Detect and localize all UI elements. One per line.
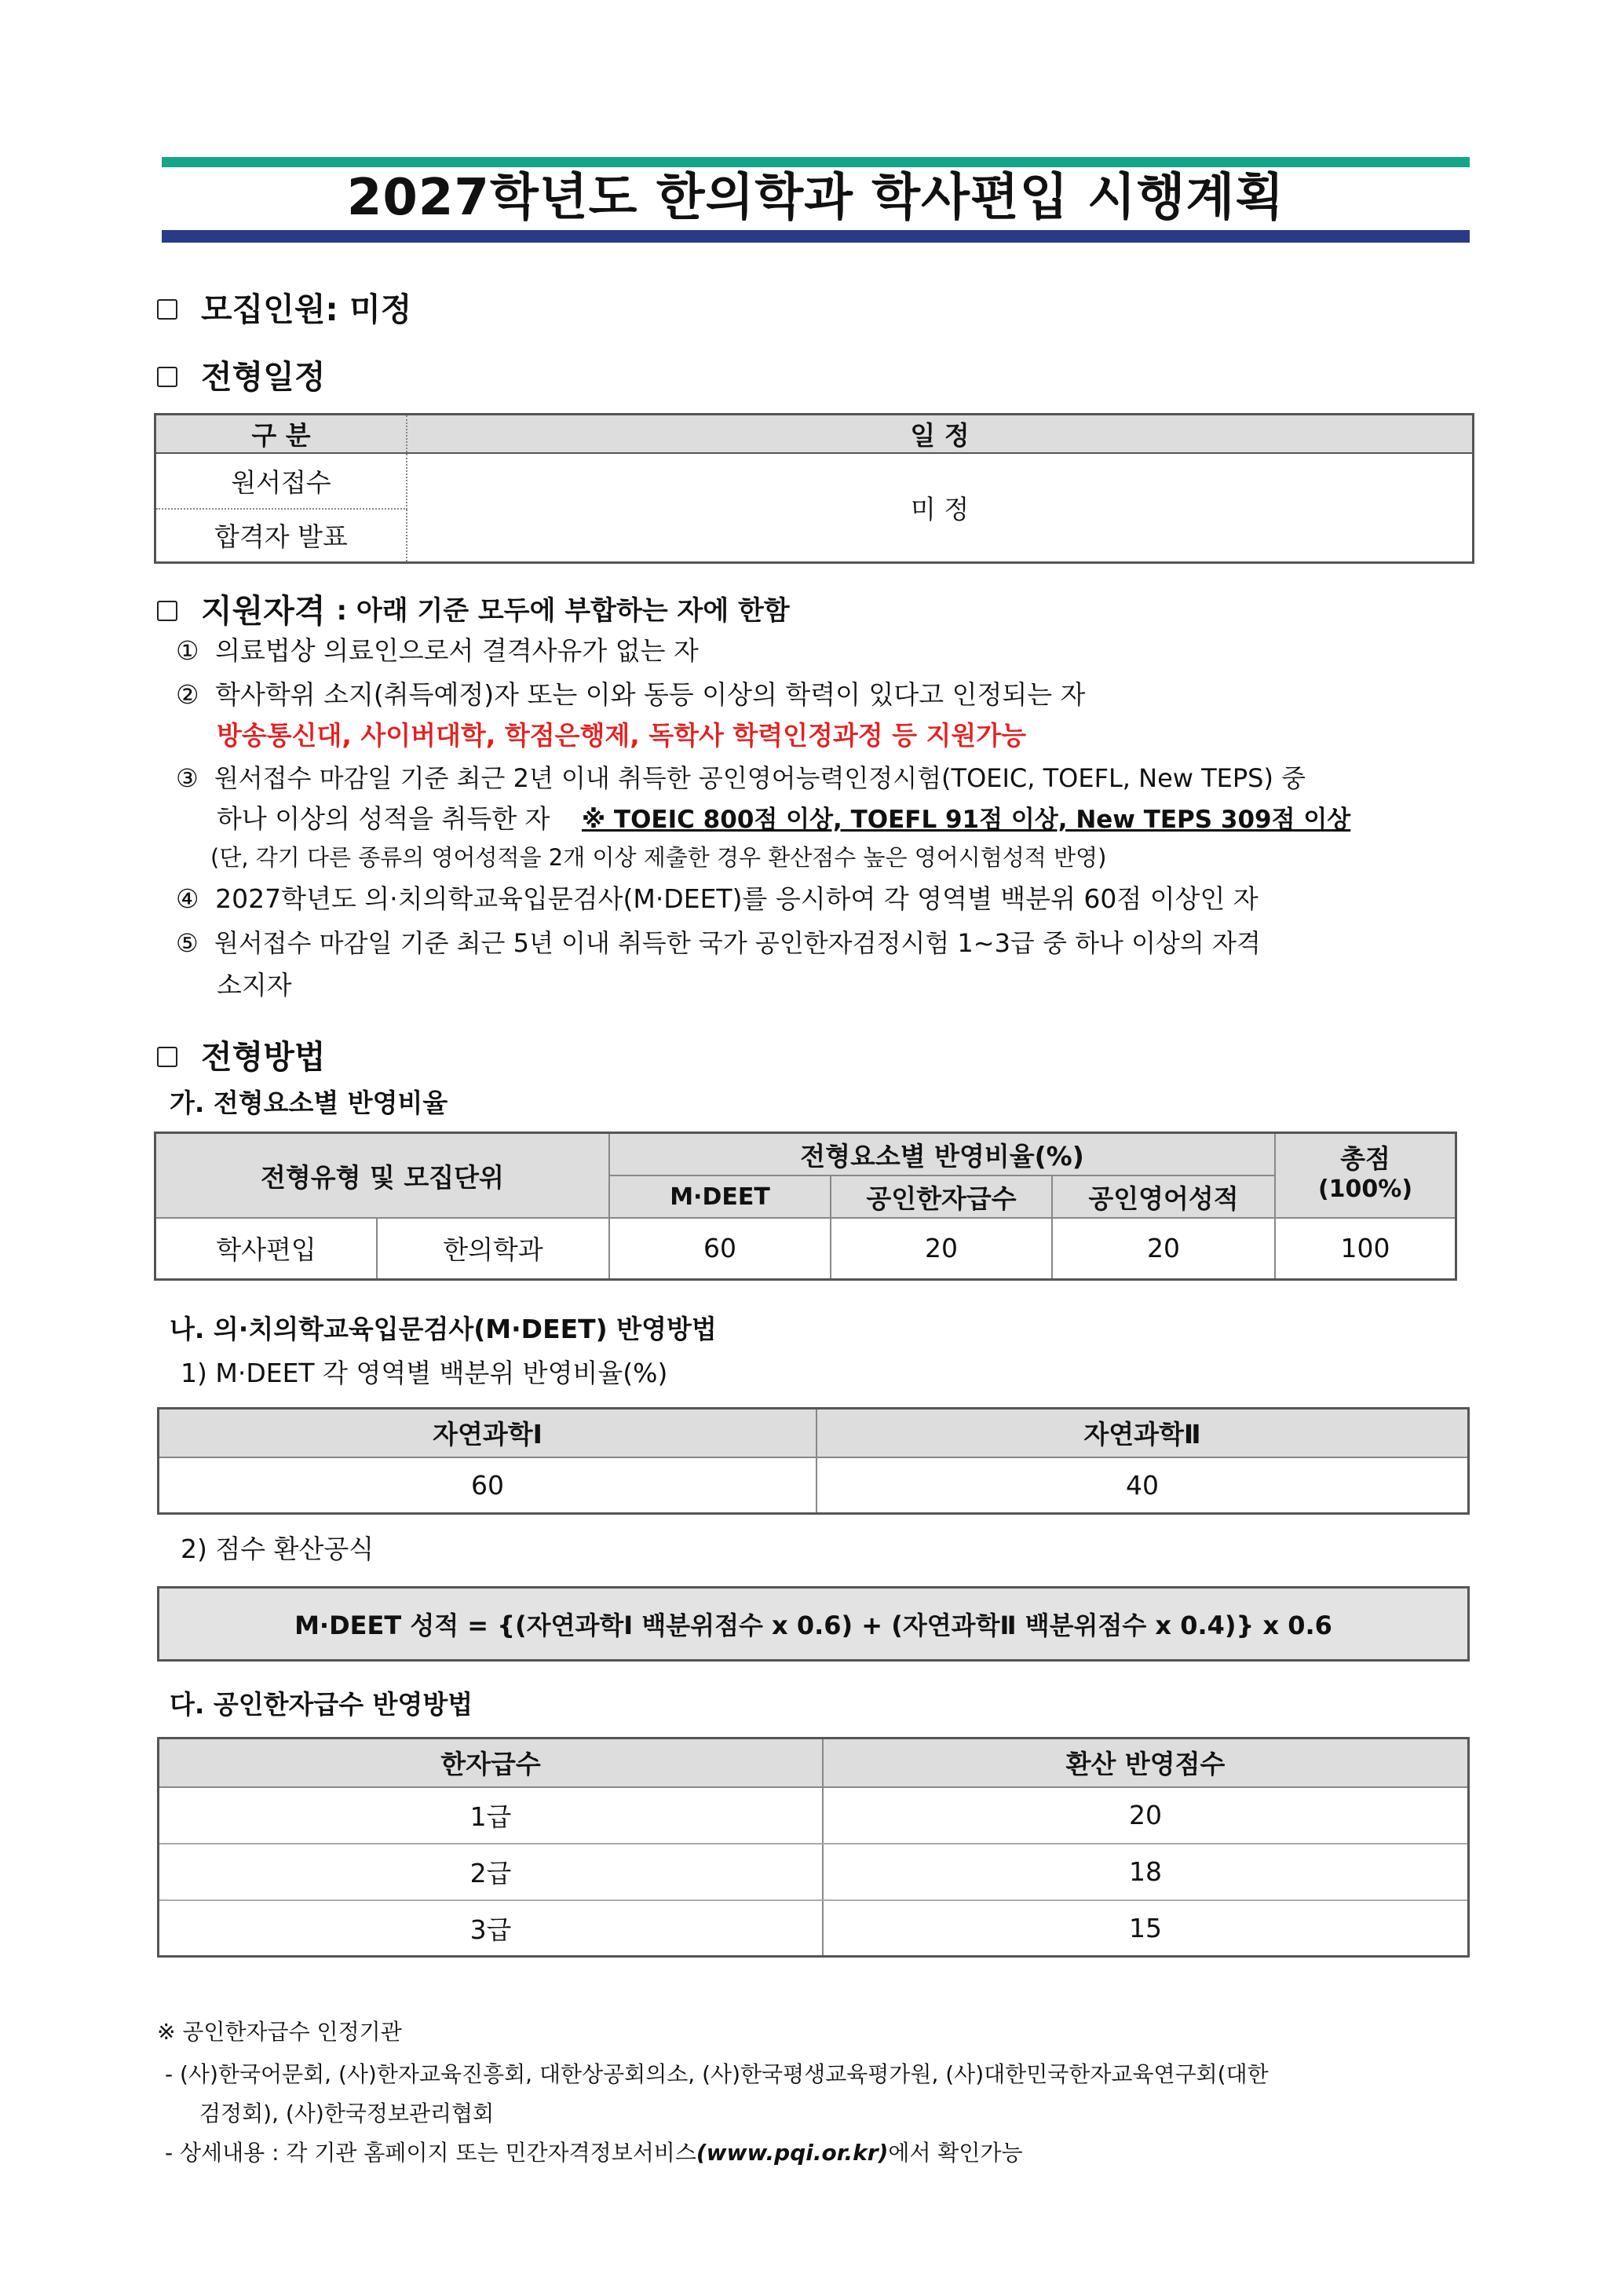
checkbox-icon bbox=[157, 601, 177, 621]
section-qualification bbox=[157, 589, 790, 633]
hanja-grade-1: 1급 bbox=[159, 1787, 824, 1844]
qual-item-2-eligible: 방송통신대, 사이버대학, 학점은행제, 독학사 학력인정과정 등 지원가능 bbox=[217, 720, 1027, 751]
method-na2: 2) 점수 환산공식 bbox=[181, 1534, 374, 1564]
checkbox-icon bbox=[157, 299, 177, 320]
footnote-line1: - (사)한국어문회, (사)한자교육진흥회, 대한상공회의소, (사)한국평생교육평가원, (사)대한민국한자교육연구회(대한 bbox=[165, 2061, 1269, 2087]
qual-num: ① bbox=[176, 635, 199, 666]
ratio-h-hanja: 공인한자급수 bbox=[831, 1175, 1052, 1218]
hanja-score-3: 15 bbox=[1129, 1912, 1162, 1943]
ratio-cell-dept: 한의학과 bbox=[377, 1218, 609, 1279]
formula-text: M·DEET 성적 = {(자연과학Ⅰ 백분위점수 x 0.6) + (자연과학Ⅱ 백분위점수 x 0.4)} x 0.6 bbox=[294, 1610, 1332, 1640]
method-heading: 전형방법 bbox=[201, 1038, 326, 1076]
recruit-label: 모집인원: 미정 bbox=[201, 291, 412, 328]
qual-item-3 bbox=[176, 760, 1306, 796]
checkbox-icon bbox=[157, 1047, 177, 1067]
qual-text: 원서접수 마감일 기준 최근 2년 이내 취득한 공인영어능력인정시험(TOEIC, TOEFL, New TEPS) 중 bbox=[214, 763, 1306, 793]
qual-item-4 bbox=[176, 881, 1259, 917]
sci-h2: 자연과학Ⅱ bbox=[816, 1409, 1469, 1457]
ratio-h-total: 총점 bbox=[1275, 1133, 1456, 1176]
qual-item-3-paren: (단, 각기 다른 종류의 영어성적을 2개 이상 제출한 경우 환산점수 높은 영어시험성적 반영) bbox=[210, 844, 1107, 871]
qual-item-5 bbox=[176, 925, 1261, 961]
hanja-score-2: 18 bbox=[823, 1844, 1469, 1900]
schedule-table bbox=[154, 413, 1474, 564]
section-recruit bbox=[157, 287, 411, 331]
hanja-h1: 한자급수 bbox=[159, 1738, 824, 1787]
ratio-cell-eng: 20 bbox=[1052, 1218, 1275, 1279]
ratio-cell-type: 학사편입 bbox=[155, 1218, 378, 1279]
hanja-grade-2: 2급 bbox=[159, 1844, 824, 1900]
ratio-h-total2: (100%) bbox=[1275, 1175, 1456, 1218]
schedule-row-announcement: 합격자 발표 bbox=[155, 509, 407, 562]
ratio-h-eng: 공인영어성적 bbox=[1052, 1175, 1275, 1218]
qualification-sub: : 아래 기준 모두에 부합하는 자에 한함 bbox=[336, 595, 790, 627]
schedule-heading: 전형일정 bbox=[201, 358, 326, 396]
ratio-cell-hanja: 20 bbox=[831, 1218, 1052, 1279]
hanja-grade-3: 3급 bbox=[159, 1900, 824, 1957]
qual-item-3-cont bbox=[217, 801, 1350, 838]
ratio-h-ratio: 전형요소별 반영비율(%) bbox=[609, 1133, 1275, 1176]
qualification-heading: 지원자격 bbox=[201, 592, 326, 630]
sci-v1: 60 bbox=[159, 1457, 817, 1514]
qual-num: ④ bbox=[176, 883, 199, 914]
footnote-line2 bbox=[165, 2137, 1023, 2169]
ratio-h-mdeet: M·DEET bbox=[609, 1175, 831, 1218]
page-title: 2027학년도 한의학과 학사편입 시행계획 bbox=[346, 169, 1285, 227]
method-na1: 1) M·DEET 각 영역별 백분위 반영비율(%) bbox=[181, 1358, 668, 1388]
qual-item-3-note: ※ TOEIC 800점 이상, TOEFL 91점 이상, New TEPS 309점 이상 bbox=[582, 806, 1351, 834]
section-schedule bbox=[157, 355, 325, 399]
schedule-value: 미 정 bbox=[910, 493, 970, 525]
section-method bbox=[157, 1035, 325, 1079]
ratio-h-type: 전형유형 및 모집단위 bbox=[155, 1133, 610, 1219]
qual-text: 학사학위 소지(취득예정)자 또는 이와 동등 이상의 학력이 있다고 인정되는 자 bbox=[215, 679, 1086, 710]
footnote-link[interactable]: (www.pqi.or.kr) bbox=[696, 2140, 889, 2166]
hanja-h2: 환산 반영점수 bbox=[823, 1738, 1469, 1787]
schedule-row-application: 원서접수 bbox=[155, 453, 407, 509]
method-na: 나. 의·치의학교육입문검사(M·DEET) 반영방법 bbox=[170, 1314, 717, 1344]
ratio-table bbox=[154, 1132, 1457, 1281]
qual-num: ⑤ bbox=[176, 928, 199, 958]
ratio-cell-mdeet: 60 bbox=[609, 1218, 831, 1279]
hanja-score-1: 20 bbox=[823, 1787, 1469, 1844]
qual-text: 하나 이상의 성적을 취득한 자 bbox=[217, 803, 550, 834]
formula-box bbox=[157, 1586, 1470, 1662]
qual-item-1 bbox=[176, 633, 699, 669]
qual-num: ② bbox=[176, 679, 199, 710]
qual-num: ③ bbox=[176, 763, 199, 793]
footnote-mark: ※ 공인한자급수 인정기관 bbox=[157, 2019, 402, 2045]
footnote-line1b: 검정회), (사)한국정보관리협회 bbox=[199, 2100, 495, 2126]
qual-item-5-cont: 소지자 bbox=[217, 970, 292, 1000]
sci-h1: 자연과학Ⅰ bbox=[159, 1409, 817, 1457]
method-ga: 가. 전형요소별 반영비율 bbox=[170, 1088, 448, 1118]
method-da: 다. 공인한자급수 반영방법 bbox=[170, 1689, 473, 1720]
sci-v2: 40 bbox=[1126, 1469, 1159, 1501]
qual-text: 의료법상 의료인으로서 결격사유가 없는 자 bbox=[215, 635, 699, 666]
schedule-col-category: 구 분 bbox=[155, 415, 407, 454]
science-table bbox=[157, 1407, 1470, 1515]
checkbox-icon bbox=[157, 367, 177, 387]
title-bottom-rule bbox=[162, 230, 1470, 243]
schedule-col-date: 일 정 bbox=[407, 415, 1474, 454]
footnote-line2-end: 에서 확인가능 bbox=[888, 2140, 1023, 2166]
qual-item-2 bbox=[176, 677, 1085, 713]
qual-text: 원서접수 마감일 기준 최근 5년 이내 취득한 국가 공인한자검정시험 1~3급 중 하나 이상의 자격 bbox=[214, 928, 1261, 958]
footnote-line2-text: - 상세내용 : 각 기관 홈페이지 또는 민간자격정보서비스 bbox=[165, 2140, 696, 2166]
hanja-table bbox=[157, 1737, 1470, 1958]
ratio-cell-total: 100 bbox=[1275, 1218, 1456, 1279]
qual-text: 2027학년도 의·치의학교육입문검사(M·DEET)를 응시하여 각 영역별 백분위 60점 이상인 자 bbox=[215, 883, 1259, 914]
